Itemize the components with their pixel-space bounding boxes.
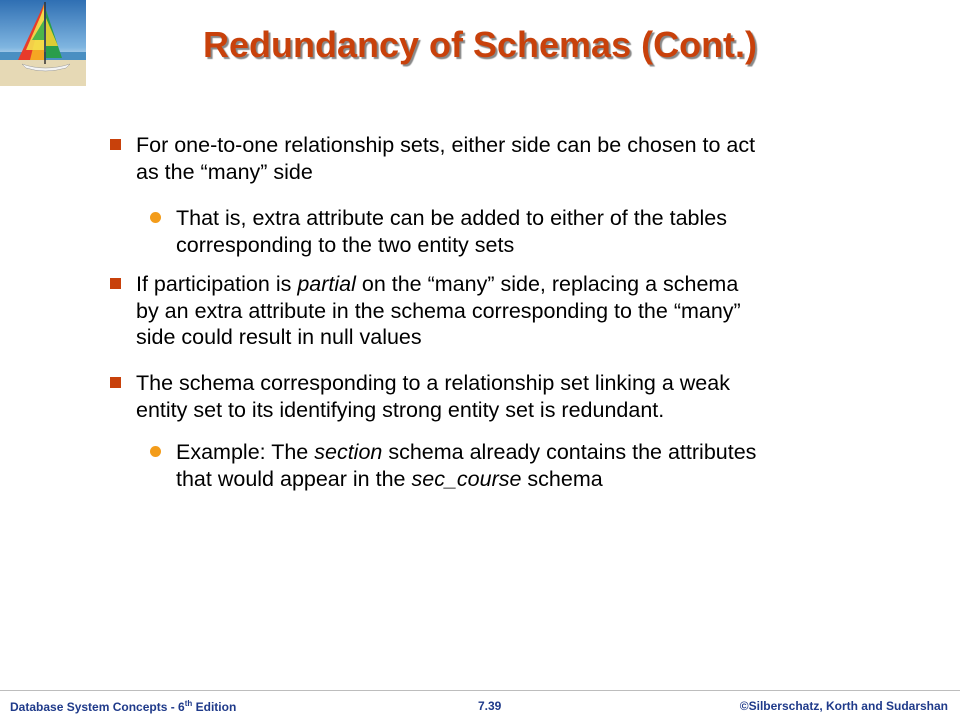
bullet-item — [136, 370, 730, 423]
footer-edition: Edition — [192, 700, 237, 714]
text-run: If participation is — [136, 272, 298, 296]
bullet-line — [176, 466, 756, 493]
text-run: Example: The — [176, 440, 315, 464]
bullet-line: For one-to-one relationship sets, either side can be chosen to act — [136, 133, 756, 157]
text-run: schema — [521, 466, 603, 491]
bullet-item — [136, 271, 741, 351]
bullet-line: That is, extra attribute can be added to either of the tables — [176, 206, 727, 230]
square-bullet — [110, 139, 121, 150]
bullet-line — [136, 271, 741, 298]
bullet-line: by an extra attribute in the schema corresponding to the “many” — [136, 298, 741, 323]
bullet-item — [136, 132, 755, 185]
footer-copyright: ©Silberschatz, Korth and Sudarshan — [739, 699, 948, 713]
italic-term: partial — [297, 272, 356, 296]
bullet-line: entity set to its identifying strong entity set is redundant. — [136, 397, 665, 422]
square-bullet — [110, 278, 121, 289]
bullet-line: The schema corresponding to a relationship set linking a weak — [136, 371, 730, 395]
text-run: on the “many” side, replacing a schema — [355, 272, 739, 296]
italic-term: sec_course — [411, 466, 522, 491]
square-bullet — [110, 377, 121, 388]
footer-divider — [0, 690, 960, 691]
round-bullet — [150, 212, 161, 223]
footer-book-title: Database System Concepts - 6 — [10, 700, 185, 714]
text-run: schema already contains the attributes — [382, 440, 757, 464]
page-number: 7.39 — [478, 699, 502, 713]
bullet-line: as the “many” side — [136, 159, 313, 184]
sub-bullet-item — [176, 205, 727, 258]
sub-bullet-item — [176, 439, 756, 492]
bullet-line: side could result in null values — [136, 325, 422, 349]
page-title: Redundancy of Schemas (Cont.) — [202, 24, 758, 65]
footer-left — [10, 699, 236, 714]
round-bullet — [150, 446, 161, 457]
bullet-line: corresponding to the two entity sets — [176, 232, 515, 257]
bullet-line — [176, 439, 756, 466]
text-run: that would appear in the — [176, 466, 412, 491]
italic-term: section — [314, 440, 383, 464]
footer-edition-sup: th — [184, 699, 193, 708]
